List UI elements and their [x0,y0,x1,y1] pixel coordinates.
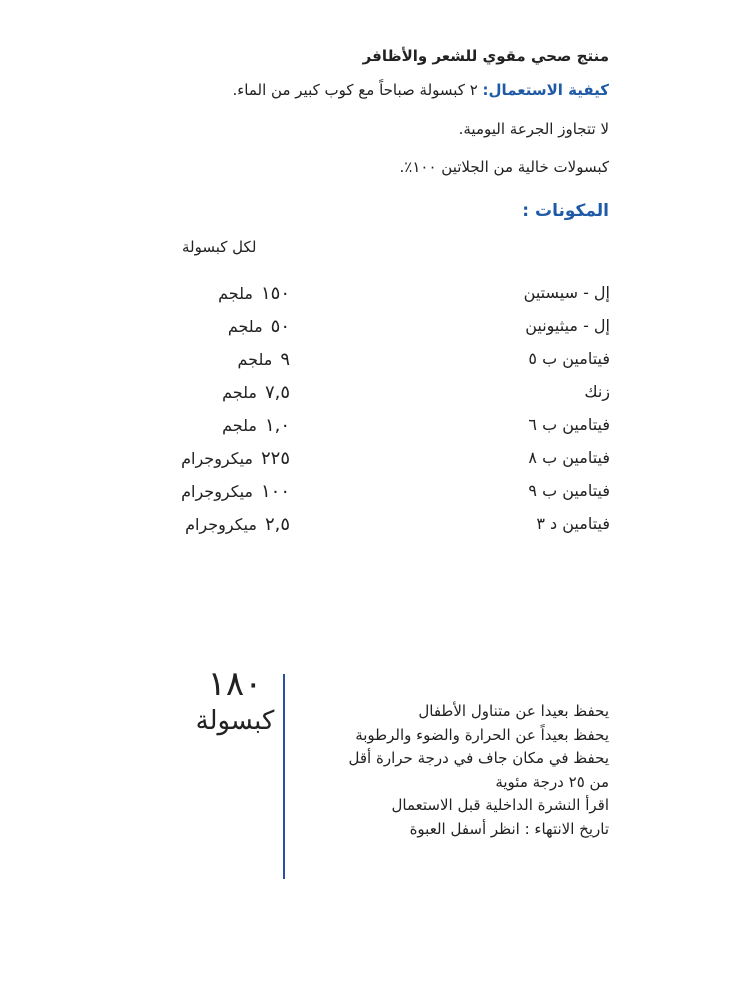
storage-line: اقرأ النشرة الداخلية قبل الاستعمال [391,796,609,814]
storage-line: يحفظ بعيدا عن متناول الأطفال [418,702,609,720]
ingredient-value: ٧,٥ [264,382,290,403]
ingredient-value: ١٠٠ [260,481,290,502]
vertical-divider [283,674,285,879]
ingredient-amount [150,316,290,337]
ingredient-amount [150,349,290,370]
ingredient-amount [150,514,290,535]
storage-line: تاريخ الانتهاء : انظر أسفل العبوة [409,819,609,838]
ingredient-value: ١,٠ [264,415,290,436]
capsule-count-number: ١٨٠ [207,664,263,704]
ingredient-name: إل - ميثيونين [525,316,610,335]
storage-instructions [349,700,609,841]
ingredient-amount [150,481,290,502]
ingredient-value: ٢٢٥ [260,448,290,469]
ingredient-name: فيتامين ب ٨ [528,448,610,467]
usage-label: كيفية الاستعمال: [482,81,609,99]
capsule-count-unit: كبسولة [195,706,275,736]
capsule-count [190,664,280,738]
storage-line: يحفظ بعيداً عن الحرارة والضوء والرطوبة [355,725,609,744]
ingredient-name: فيتامين ب ٩ [528,481,610,500]
ingredient-value: ٩ [280,349,290,370]
per-capsule-label: لكل كبسولة [182,238,257,256]
ingredient-name: فيتامين د ٣ [536,514,610,533]
ingredient-unit: ميكروجرام [181,482,253,501]
ingredient-row [150,382,610,415]
dose-warning: لا تتجاوز الجرعة اليومية. [458,120,609,138]
ingredient-row [150,415,610,448]
ingredient-name: زنك [584,382,610,401]
ingredient-row [150,283,610,316]
ingredient-amount [150,283,290,304]
ingredient-unit: ملجم [218,284,253,303]
ingredient-unit: ملجم [227,317,263,336]
ingredient-unit: ملجم [222,383,257,402]
storage-line: من ٢٥ درجة مئوية [495,772,609,791]
ingredients-heading: المكونات : [522,201,609,221]
ingredient-row [150,349,610,382]
ingredient-value: ٥٠ [270,316,290,337]
ingredient-row [150,481,610,514]
usage-instructions [232,81,609,99]
ingredient-unit: ميكروجرام [181,449,253,468]
ingredient-name: فيتامين ب ٥ [528,349,610,368]
ingredient-amount [150,415,290,436]
usage-text: ٢ كبسولة صباحاً مع كوب كبير من الماء. [232,81,478,99]
ingredient-unit: ميكروجرام [185,515,257,534]
storage-line: يحفظ في مكان جاف في درجة حرارة أقل [348,749,609,767]
ingredient-name: إل - سيستين [523,283,610,302]
ingredient-value: ١٥٠ [260,283,290,304]
product-title: منتج صحي مقوي للشعر والأظافر [362,47,609,65]
ingredient-unit: ملجم [237,350,273,369]
ingredient-unit: ملجم [222,416,257,435]
ingredients-table [150,283,610,547]
ingredient-row [150,514,610,547]
ingredient-amount [150,448,290,469]
ingredient-row [150,316,610,349]
ingredient-row [150,448,610,481]
ingredient-amount [150,382,290,403]
ingredient-value: ٢,٥ [264,514,290,535]
ingredient-name: فيتامين ب ٦ [528,415,610,434]
gelatin-free-note: كبسولات خالية من الجلاتين ١٠٠٪. [399,158,609,176]
